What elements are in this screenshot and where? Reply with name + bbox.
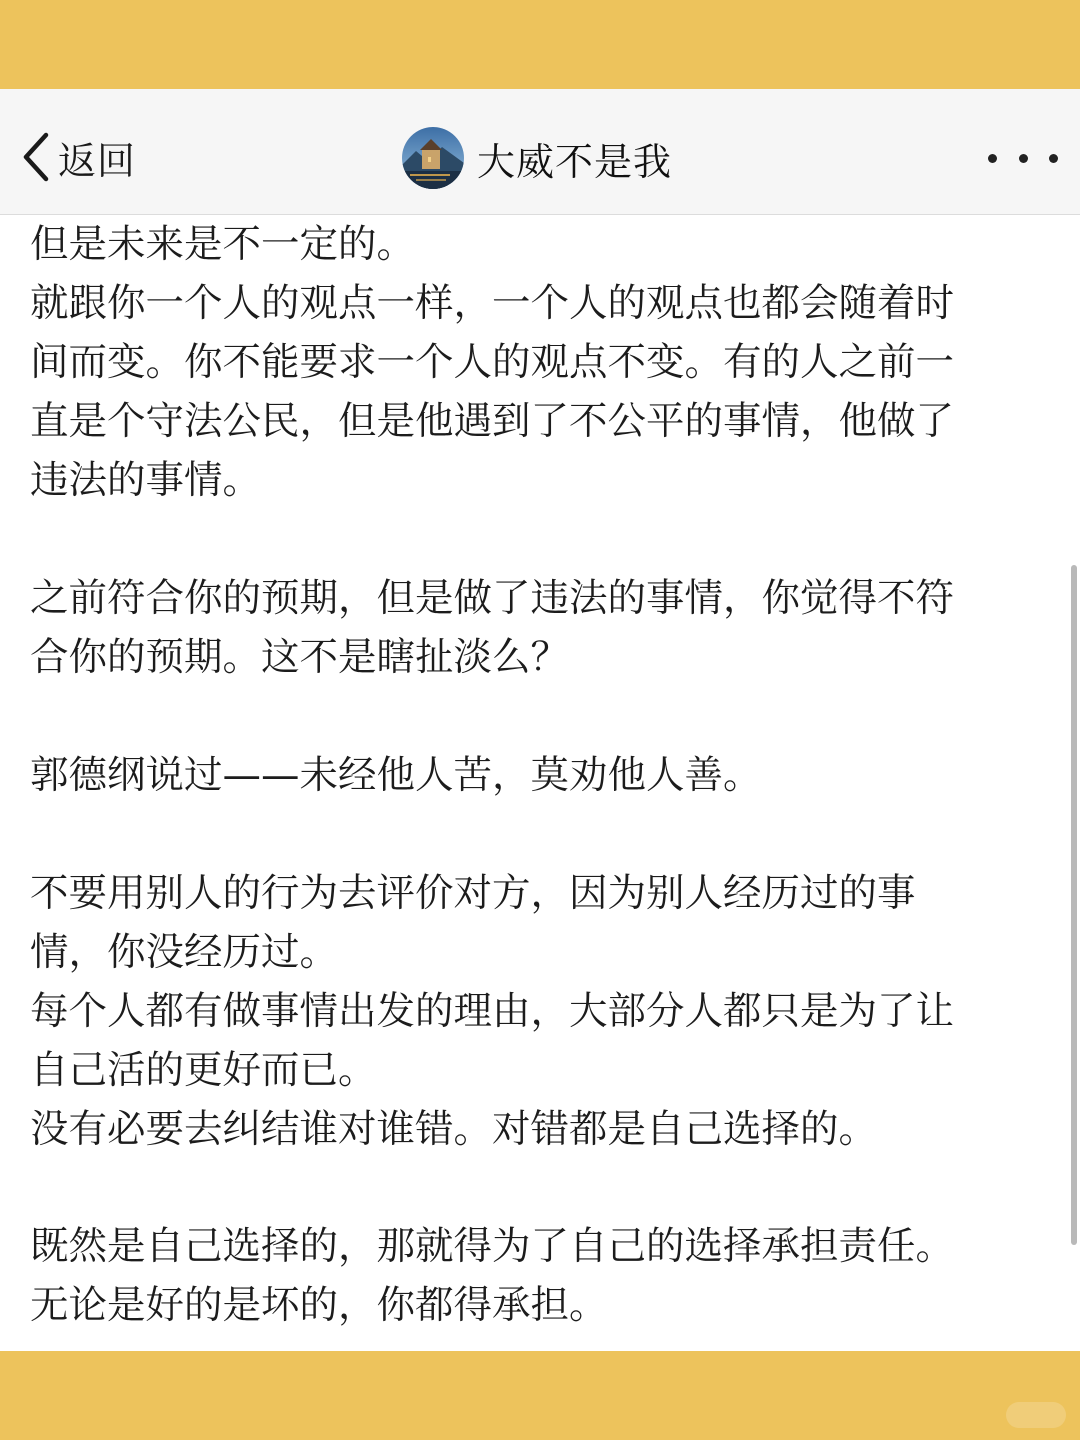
text-line: 每个人都有做事情出发的理由，大部分人都只是为了让 [30, 989, 955, 1034]
more-button[interactable] [988, 143, 1058, 173]
text-line: 情，你没经历过。 [30, 930, 339, 975]
chevron-left-icon [18, 129, 54, 185]
text-line: 既然是自己选择的，那就得为了自己的选择承担责任。 [30, 1224, 955, 1269]
text-line: 违法的事情。 [30, 458, 262, 503]
text-line: 不要用别人的行为去评价对方，因为别人经历过的事 [30, 871, 916, 916]
text-line: 合你的预期。这不是瞎扯淡么？ [30, 635, 570, 680]
paragraph [30, 746, 1040, 805]
bottom-yellow-band [0, 1351, 1080, 1440]
navigation-bar [0, 89, 1080, 215]
back-button[interactable] [18, 129, 136, 185]
more-dots-icon [1049, 154, 1058, 163]
more-dots-icon [1019, 154, 1028, 163]
paragraph [30, 216, 1040, 510]
text-line: 就跟你一个人的观点一样，一个人的观点也都会随着时 [30, 281, 955, 326]
paragraph [30, 1217, 1040, 1335]
more-dots-icon [988, 154, 997, 163]
scrollbar[interactable] [1071, 565, 1077, 1245]
watermark [1006, 1402, 1066, 1428]
chat-title-group[interactable] [402, 127, 672, 189]
text-line: 间而变。你不能要求一个人的观点不变。有的人之前一 [30, 340, 955, 385]
paragraph [30, 569, 1040, 687]
text-line: 郭德纲说过——未经他人苦，莫劝他人善。 [30, 753, 762, 798]
text-line: 自己活的更好而已。 [30, 1048, 377, 1093]
avatar[interactable] [402, 127, 464, 189]
back-label: 返回 [58, 138, 137, 183]
chat-title: 大威不是我 [477, 139, 673, 184]
text-line: 无论是好的是坏的，你都得承担。 [30, 1283, 608, 1328]
paragraph [30, 864, 1040, 1159]
text-line: 但是未来是不一定的。 [30, 222, 416, 267]
text-line: 之前符合你的预期，但是做了违法的事情，你觉得不符 [30, 576, 955, 621]
text-line: 没有必要去纠结谁对谁错。对错都是自己选择的。 [30, 1107, 878, 1152]
text-line: 直是个守法公民，但是他遇到了不公平的事情，他做了 [30, 399, 955, 444]
article-content[interactable] [0, 216, 1080, 1351]
top-yellow-band [0, 0, 1080, 89]
